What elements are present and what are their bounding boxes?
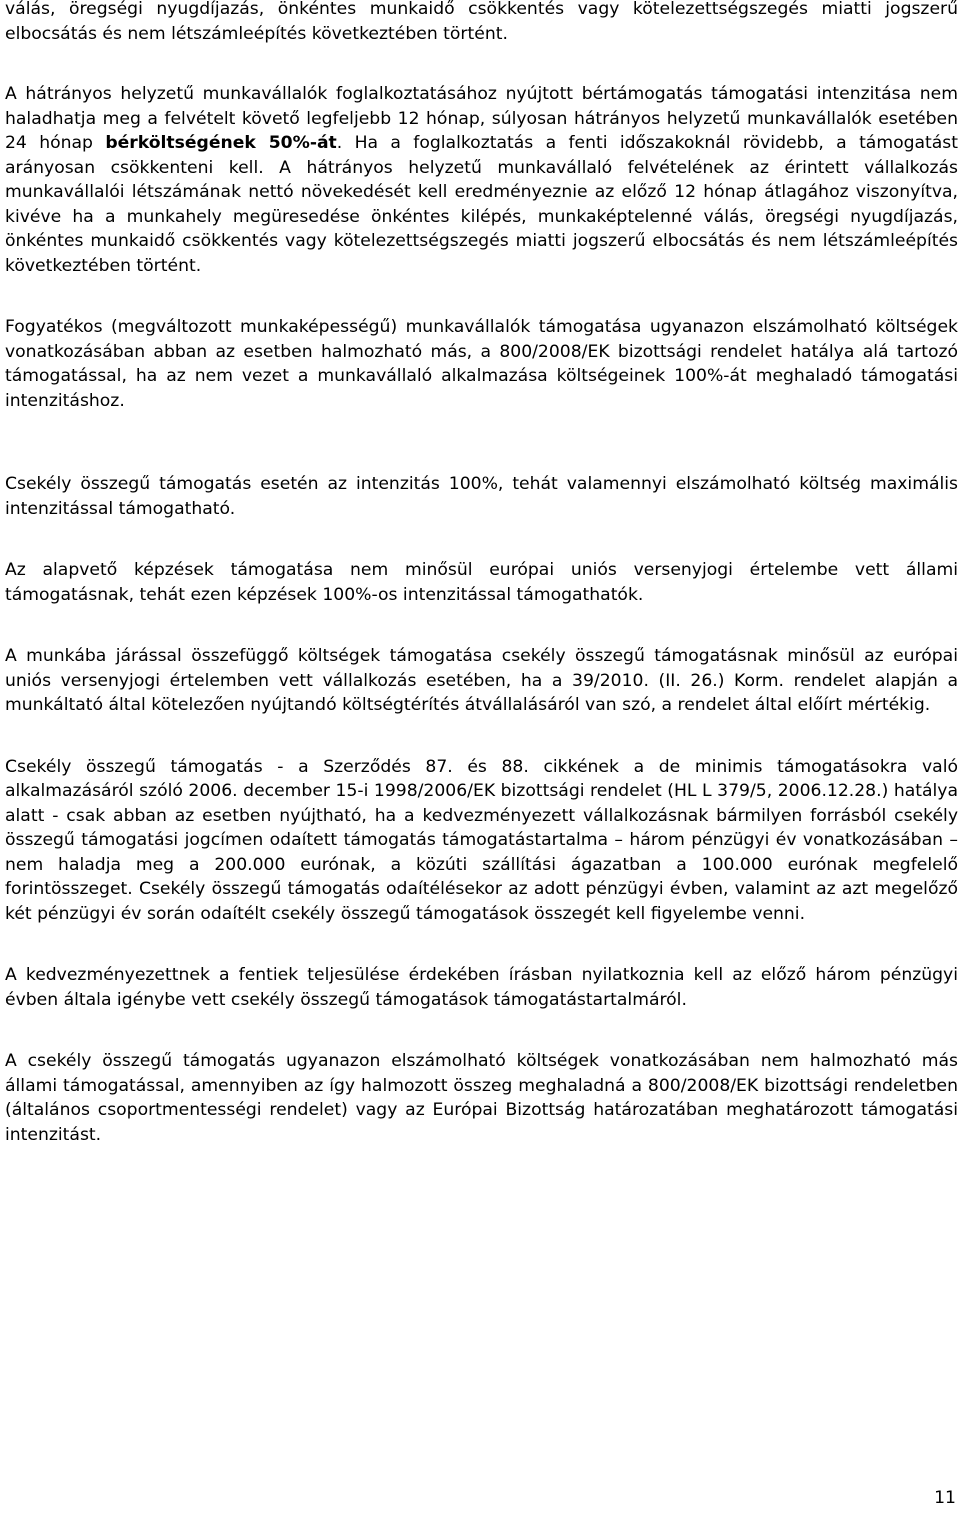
- page-number: 11: [934, 1488, 956, 1508]
- paragraph-declaration: A kedvezményezettnek a fentiek teljesülése érdekében írásban nyilatkoznia kell az előző három pénzügyi évben általa igénybe vett csekély összegű támogatások támogatástartalmáról.: [5, 965, 958, 1010]
- paragraph-disabled-workers: Fogyatékos (megváltozott munkaképességű) munkavállalók támogatása ugyanazon elszámolható költségek vonatkozásában abban az esetben halmozható más, a 800/2008/EK bizottsági rendelet hatálya alá tartozó támogatással, ha az nem vezet a munkavállaló alkalmazása költségeinek 100%-át meghaladó támogatási intenzitáshoz.: [5, 317, 958, 411]
- paragraph-de-minimis-intensity: Csekély összegű támogatás esetén az intenzitás 100%, tehát valamennyi elszámolható költség maximális intenzitással támogatható.: [5, 474, 958, 519]
- paragraph-commuting-costs: A munkába járással összefüggő költségek támogatása csekély összegű támogatásnak minősül az európai uniós versenyjogi értelemben vett vállalkozás esetében, ha a 39/2010. (II. 26.) Korm. rendelet alapján a munkáltató által kötelezően nyújtandó költségtérítés átvállalásáról van szó, a rendelet által előírt mértékig.: [5, 646, 958, 715]
- paragraph-basic-training: Az alapvető képzések támogatása nem minősül európai uniós versenyjogi értelembe vett állami támogatásnak, tehát ezen képzések 100%-os intenzitással támogathatók.: [5, 560, 958, 605]
- paragraph-de-minimis-regulation: Csekély összegű támogatás - a Szerződés 87. és 88. cikkének a de minimis támogatásokra való alkalmazásáról szóló 2006. december 15-i 1998/2006/EK bizottsági rendelet (HL L 379/5, 2006.12.28.) hatálya alatt - csak abban az esetben nyújtható, ha a kedvezményezett vállalkozásnak bármilyen forrásból csekély összegű támogatási jogcímen odaített támogatás támogatástartalma – három pénzügyi év vonatkozásában – nem haladja meg a 200.000 eurónak, a közúti szállítási ágazatban a 100.000 eurónak megfelelő forintösszeget. Csekély összegű támogatás odaítélésekor az adott pénzügyi évben, valamint az azt megelőző két pénzügyi év során odaítélt csekély összegű támogatások összegét kell figyelembe venni.: [5, 756, 958, 924]
- paragraph-text: A hátrányos helyzetű munkavállalók foglalkoztatásához nyújtott bértámogatás támogatási intenzitása nem haladhatja meg a felvételt követő legfeljebb 12 hónap, súlyosan hátrányos helyzetű munkavállalók esetében 24 hónap: [5, 84, 958, 153]
- paragraph-continuation: válás, öregségi nyugdíjazás, önkéntes munkaidő csökkentés vagy kötelezettségszegés miatti jogszerű elbocsátás és nem létszámleépítés következtében történt.: [5, 0, 958, 44]
- bold-emphasis: bérköltségének 50%-át: [105, 133, 337, 153]
- paragraph-wage-subsidy: [5, 82, 958, 278]
- paragraph-text: . Ha a foglalkoztatás a fenti időszakoknál rövidebb, a támogatást arányosan csökkenteni kell. A hátrányos helyzetű munkavállaló felvételének az érintett vállalkozás munkavállalói létszámának nettó növekedését kell eredményeznie az előző 12 hónap átlagához viszonyítva, kivéve ha a munkahely megüresedése önkéntes kilépés, munkaképtelenné válás, öregségi nyugdíjazás, önkéntes munkaidő csökkentés vagy kötelezettségszegés miatti jogszerű elbocsátás és nem létszámleépítés következtében történt.: [5, 133, 959, 276]
- paragraph-cumulation: A csekély összegű támogatás ugyanazon elszámolható költségek vonatkozásában nem halmozható más állami támogatással, amennyiben az így halmozott összeg meghaladná a 800/2008/EK bizottsági rendeletben (általános csoportmentességi rendelet) vagy az Európai Bizottság határozatában meghatározott támogatási intenzitást.: [5, 1051, 958, 1145]
- document-page: [5, 0, 958, 1147]
